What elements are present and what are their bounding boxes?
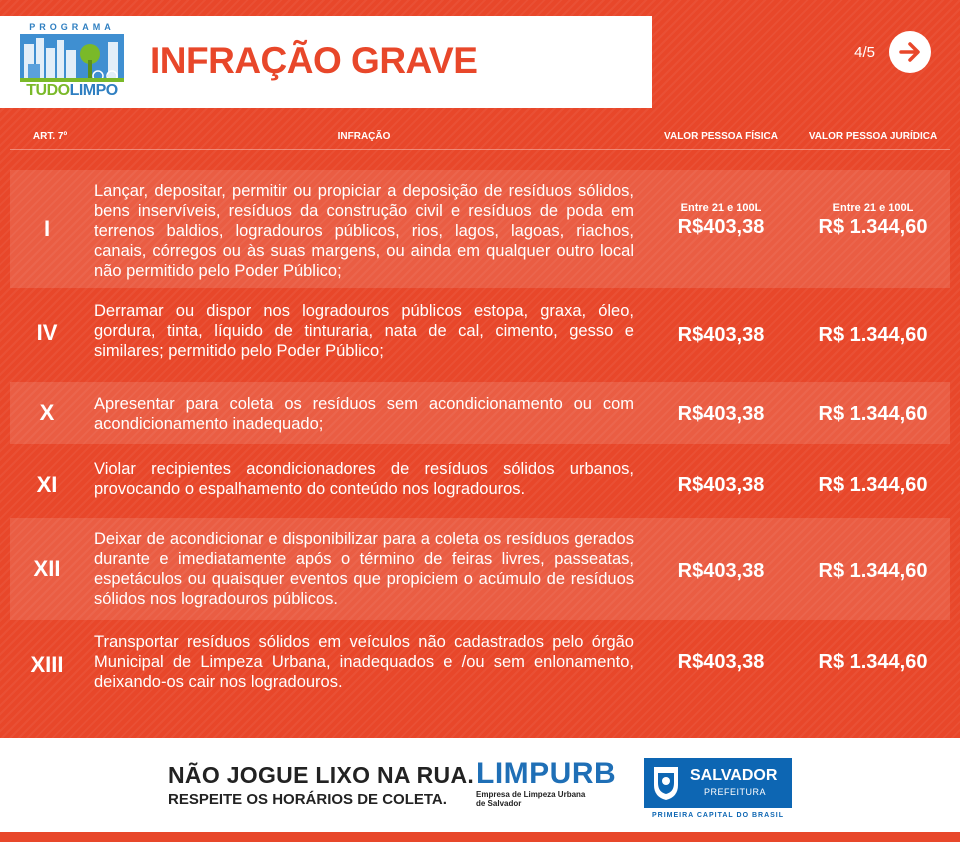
row-description: Apresentar para coleta os resíduos sem acondicionamento ou com acondicionamento inadequado; xyxy=(94,395,634,433)
row-article: XII xyxy=(33,556,61,581)
city-skyline-icon xyxy=(20,34,124,82)
row-value-pf xyxy=(650,202,792,239)
logo-wordmark xyxy=(20,82,124,100)
limpurb-logo xyxy=(476,758,616,808)
row-value-pf: R$403,38 xyxy=(677,651,765,673)
limpurb-name: LIMPURB xyxy=(476,757,617,790)
salvador-prefeitura-logo xyxy=(644,758,792,819)
row-note-pj: Entre 21 e 100L xyxy=(832,202,914,214)
city-crest-icon xyxy=(652,765,680,801)
header-divider xyxy=(10,149,950,150)
salvador-logo-box xyxy=(644,758,792,808)
row-description: Derramar ou dispor nos logradouros públicos estopa, graxa, óleo, gordura, tinta, líquido de tinturaria, nata de cal, cimento, gesso e similares; permitido pelo Poder Público; xyxy=(94,302,634,360)
row-value-pj: R$ 1.344,60 xyxy=(818,651,928,673)
row-value-pf: R$403,38 xyxy=(677,474,765,496)
logo-word-limpo: LIMPO xyxy=(69,82,118,99)
slogan-line-2: RESPEITE OS HORÁRIOS DE COLETA. xyxy=(168,791,447,808)
row-value-pf: R$403,38 xyxy=(677,560,765,582)
salvador-tagline: PRIMEIRA CAPITAL DO BRASIL xyxy=(651,812,785,819)
row-value-pj: R$ 1.344,60 xyxy=(818,324,928,346)
programa-tudo-limpo-logo xyxy=(20,22,124,102)
column-header-valor-pf: VALOR PESSOA FÍSICA xyxy=(664,131,778,142)
header-panel xyxy=(0,16,652,108)
logo-illustration xyxy=(20,34,124,82)
row-description: Transportar resíduos sólidos em veículos não cadastrados pelo órgão Municipal de Limpeza Urbana, inadequados e /ou sem enlonamento, deixando-os cair nos logradouros. xyxy=(94,633,634,691)
logo-top-text: PROGRAMA xyxy=(29,22,115,32)
table-row xyxy=(10,446,950,516)
footer-slogan xyxy=(168,762,474,808)
page-title: INFRAÇÃO GRAVE xyxy=(150,40,478,81)
arrow-right-icon xyxy=(897,39,923,65)
row-value-pf: R$403,38 xyxy=(677,403,765,425)
slogan-line-1: NÃO JOGUE LIXO NA RUA. xyxy=(168,762,475,788)
column-header-valor-pj: VALOR PESSOA JURÍDICA xyxy=(808,131,938,142)
logo-word-tudo: TUDO xyxy=(26,82,70,99)
row-value-pf-amount: R$403,38 xyxy=(677,216,765,238)
row-value-pj: R$ 1.344,60 xyxy=(818,474,928,496)
column-header-infracao: INFRAÇÃO xyxy=(337,131,391,142)
table-row xyxy=(10,290,950,380)
row-description: Violar recipientes acondicionadores de resíduos sólidos urbanos, provocando o espalhamento do conteúdo nos logradouros. xyxy=(94,460,634,498)
limpurb-subtitle: Empresa de Limpeza Urbana de Salvador xyxy=(476,790,586,808)
row-description: Deixar de acondicionar e disponibilizar para a coleta os resíduos gerados durante e imediatamente após o término de feiras livres, passeatas, espetáculos ou quaisquer eventos que propiciem o acúmulo de resíduos sólidos nos logradouros públicos. xyxy=(94,530,634,608)
row-value-pf: R$403,38 xyxy=(677,324,765,346)
row-article: X xyxy=(39,400,55,425)
next-page-button[interactable] xyxy=(889,31,931,73)
row-article: XI xyxy=(36,472,58,497)
row-value-pj xyxy=(796,202,950,239)
column-header-art: ART. 7º xyxy=(32,131,68,142)
row-value-pj: R$ 1.344,60 xyxy=(818,560,928,582)
row-value-pj-amount: R$ 1.344,60 xyxy=(818,216,928,238)
table-row xyxy=(10,382,950,444)
row-article: XIII xyxy=(30,652,64,677)
page-indicator: 4/5 xyxy=(854,44,875,61)
row-article: IV xyxy=(36,320,58,345)
row-note-pf: Entre 21 e 100L xyxy=(680,202,762,214)
bottom-strip xyxy=(0,832,960,842)
table-row xyxy=(10,170,950,288)
table-header xyxy=(10,131,950,151)
salvador-name: SALVADOR xyxy=(690,767,778,784)
salvador-prefeitura: PREFEITURA xyxy=(704,787,767,797)
row-description: Lançar, depositar, permitir ou propiciar a deposição de resíduos sólidos, bens inservíveis, resíduos da construção civil e resíduos de poda em terrenos baldios, logradouros públicos, rios, lagos, lagoas, riachos, canais, córregos ou às suas margens, ou ainda em qualquer outro local não permitido pelo Poder Público; xyxy=(94,182,634,280)
row-article: I xyxy=(43,216,51,241)
footer xyxy=(0,738,960,832)
row-value-pj: R$ 1.344,60 xyxy=(818,403,928,425)
table-row xyxy=(10,518,950,620)
table-row xyxy=(10,622,950,712)
